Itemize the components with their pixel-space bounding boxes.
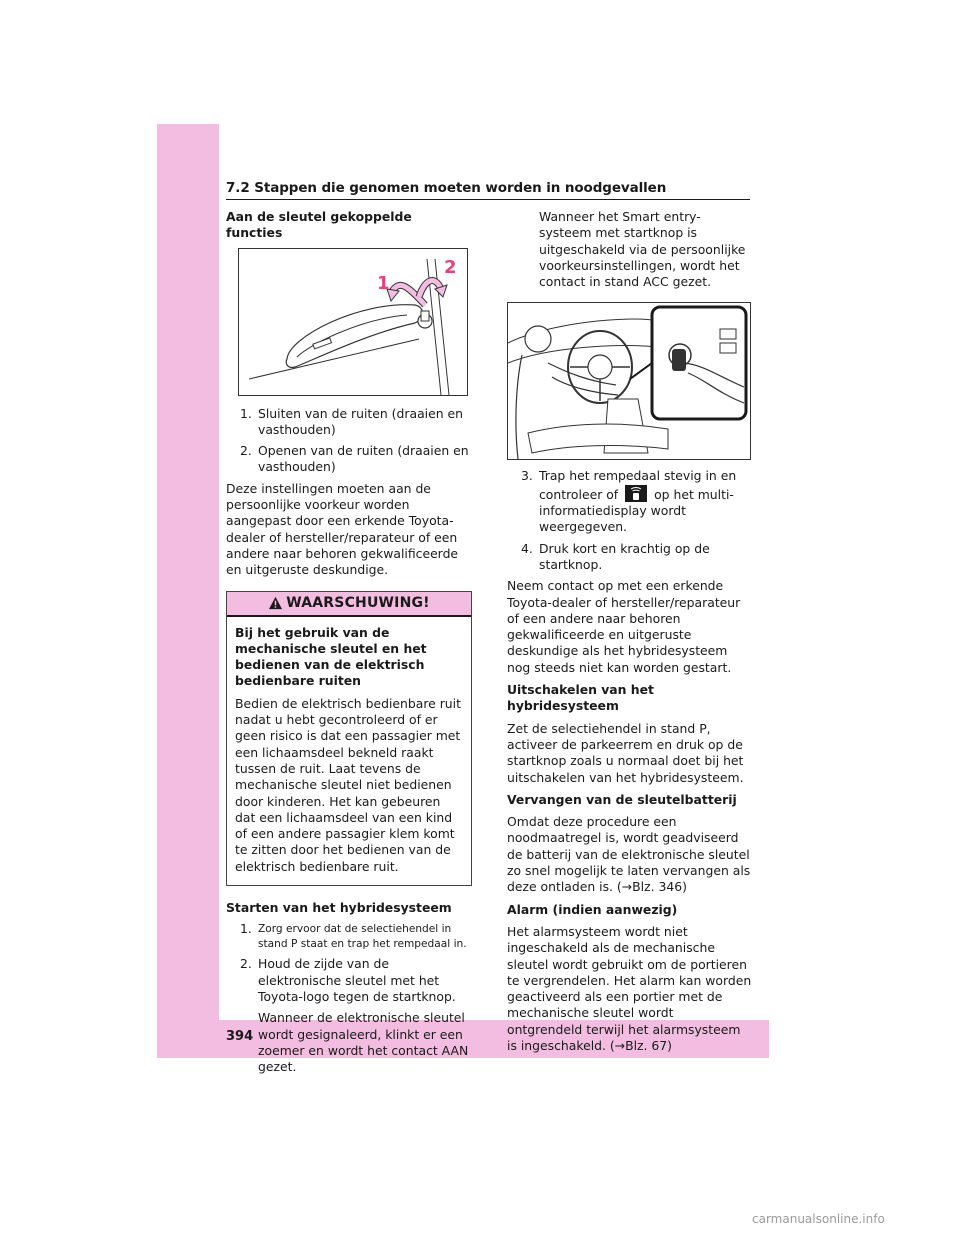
list-item: [507, 541, 752, 574]
right-column: [507, 209, 752, 1060]
list-item-text: Druk kort en krachtig op de startknop.: [539, 540, 710, 572]
para-battery: Omdat deze procedure een noodmaatregel is, wordt geadviseerd de batterij van de elektronische sleutel zo snel mogelijk te laten vervangen als deze ontladen is. (→Blz. 346): [507, 814, 751, 895]
warning-box: [226, 591, 472, 886]
list-item: [226, 406, 472, 439]
list-item-number: 1.: [240, 405, 252, 421]
para-acc: Wanneer het Smart entry-systeem met startknop is uitgeschakeld via de persoonlijke voorkeursinstellingen, wordt het contact in stand ACC gezet.: [539, 209, 746, 290]
warning-header: [227, 592, 471, 617]
warning-heading: Bij het gebruik van de mechanische sleutel en het bedienen van de elektrisch bedienbare ruiten: [235, 624, 427, 689]
figure-start-button: [507, 302, 751, 460]
heading-battery: Vervangen van de sleutelbatterij: [507, 791, 737, 807]
warning-title: WAARSCHUWING!: [286, 594, 430, 611]
list-item-number: 3.: [521, 468, 533, 484]
list-item: [226, 443, 472, 476]
figure-label-2: 2: [444, 256, 457, 278]
list-item: [226, 922, 472, 951]
side-tab: [157, 124, 219, 1058]
heading-stop: Uitschakelen van het hybridesysteem: [507, 682, 654, 714]
para-contact: Neem contact op met een erkende Toyota-dealer of hersteller/reparateur of een andere naar behoren gekwalificeerde en uitgeruste deskundige als het hybridesysteem nog steeds niet kan worden gestart.: [507, 578, 741, 675]
page-number: 394: [226, 1029, 254, 1044]
warning-body: [227, 617, 471, 885]
para-signal: Wanneer de elektronische sleutel wordt gesignaleerd, klinkt er een zoemer en wordt het contact AAN gezet.: [258, 1010, 469, 1075]
para-stop: Zet de selectiehendel in stand P, activeer de parkeerrem en druk op de startknop zoals u normaal doet bij het uitschakelen van het hybridesysteem.: [507, 720, 744, 785]
list-item-text: Houd de zijde van de elektronische sleutel met het Toyota-logo tegen de startknop.: [258, 956, 456, 1004]
heading-alarm: Alarm (indien aanwezig): [507, 901, 678, 917]
heading-key-functions: Aan de sleutel gekoppelde functies: [226, 209, 412, 241]
para-alarm: Het alarmsysteem wordt niet ingeschakeld als de mechanische sleutel wordt gebruikt om de portieren te vergrendelen. Het alarm kan worden geactiveerd als een portier met de mechanische sleutel wordt ontgrendeld terwijl het alarmsysteem is ingeschakeld. (→Blz. 67): [507, 923, 752, 1053]
door-handle-illustration: [239, 249, 467, 395]
watermark: carmanualsonline.info: [752, 1212, 885, 1226]
warning-icon: [268, 596, 283, 610]
list-item: [507, 468, 752, 535]
list-item-number: 1.: [240, 921, 252, 937]
list-item-text: Openen van de ruiten (draaien en vasthouden): [258, 443, 469, 475]
list-item-text-after: op het multi-informatiedisplay wordt weergegeven.: [539, 486, 734, 535]
left-column: [226, 209, 472, 1081]
warning-text: Bedien de elektrisch bedienbare ruit nadat u hebt gecontroleerd of er geen risico is dat een passagier met een lichaamsdeel bekneld raakt tussen de ruit. Laat tevens de mechanische sleutel niet bedienen door kinderen. Het kan gebeuren dat een lichaamsdeel van een kind of een andere passagier klem komt te zitten door het bedienen van de elektrisch bedienbare ruit.: [235, 695, 461, 874]
key-indicator-icon: [625, 485, 647, 502]
section-rule: [226, 199, 750, 200]
list-item-number: 4.: [521, 540, 533, 556]
para-settings: Deze instellingen moeten aan de persoonlijke voorkeur worden aangepast door een erkende Toyota-dealer of hersteller/reparateur of een andere naar behoren gekwalificeerde en uitgeruste deskundige.: [226, 480, 459, 578]
list-item: [226, 956, 472, 1005]
figure-door-handle: [238, 248, 468, 396]
start-button-illustration: [508, 303, 750, 459]
list-item-text: Sluiten van de ruiten (draaien en vasthouden): [258, 405, 463, 437]
list-item-text: Trap het rempedaal stevig in en controleer of: [539, 468, 737, 502]
section-title: 7.2 Stappen die genomen moeten worden in noodgevallen: [226, 180, 667, 196]
figure-label-1: 1: [377, 272, 390, 294]
list-item-number: 2.: [240, 956, 252, 972]
heading-start: Starten van het hybridesysteem: [226, 900, 452, 916]
list-item-number: 2.: [240, 443, 252, 459]
list-item-text: Zorg ervoor dat de selectiehendel in stand P staat en trap het rempedaal in.: [258, 923, 467, 950]
